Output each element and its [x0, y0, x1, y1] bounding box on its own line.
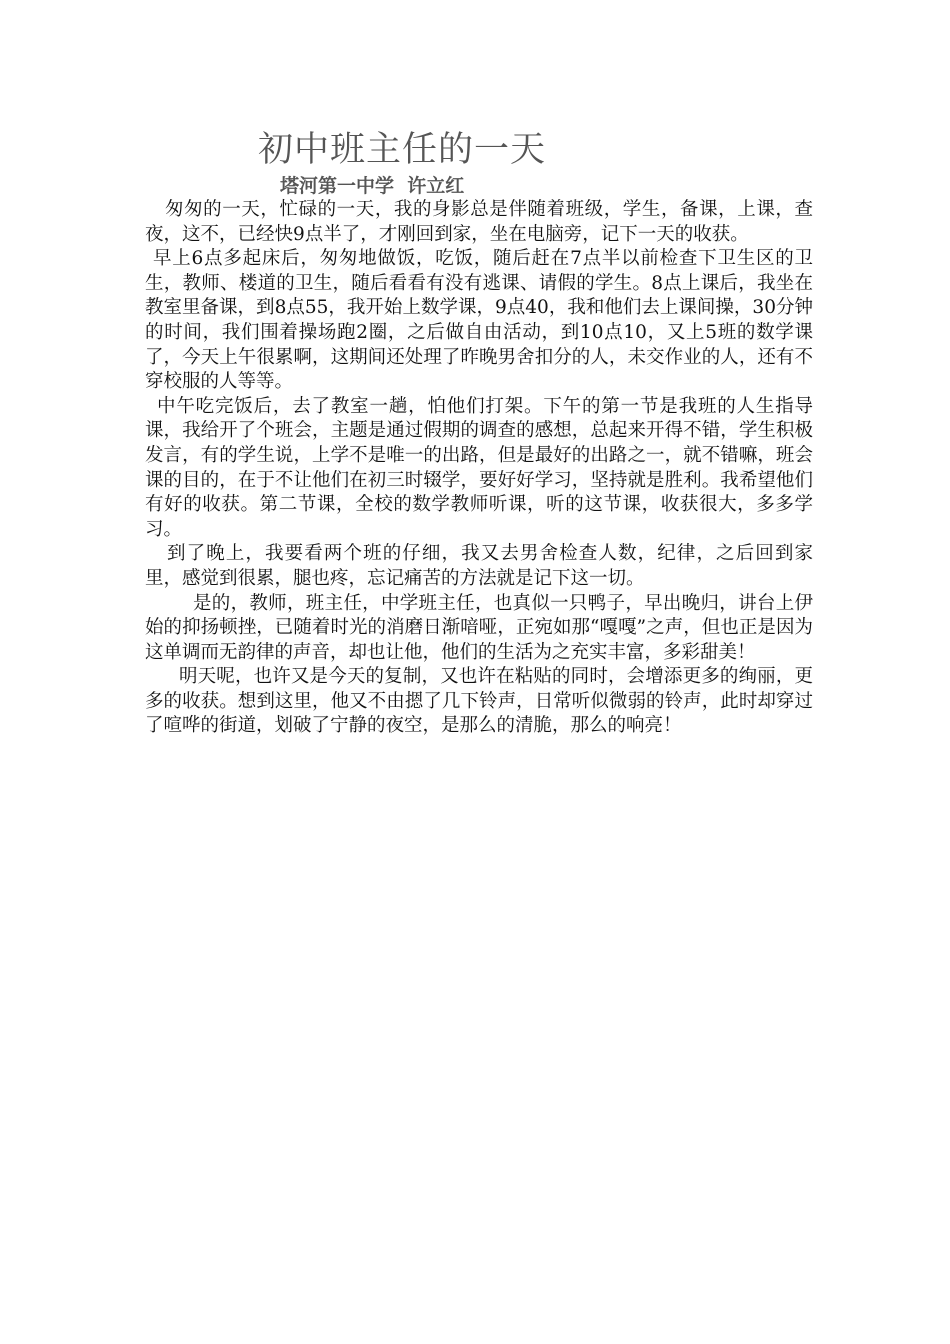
document-title: 初中班主任的一天 [258, 130, 547, 170]
paragraph-6: 明天呢，也许又是今天的复制，又也许在粘贴的同时，会增添更多的绚丽，更多的收获。想到这里，他又不由摁了几下铃声，日常听似微弱的铃声，此时却穿过了喧哗的街道，划破了宁静的夜空，是那么的清脆，那么的响亮！ [145, 666, 813, 737]
paragraph-2: 早上6点多起床后，匆匆地做饭，吃饭，随后赶在7点半以前检查下卫生区的卫生，教师、楼道的卫生，随后看看有没有逃课、请假的学生。8点上课后，我坐在教室里备课，到8点55，我开始上数学课，9点40，我和他们去上课间操，30分钟的时间，我们围着操场跑2圈，之后做自由活动，到10点10，又上5班的数学课了，今天上午很累啊，这期间还处理了昨晚男舍扣分的人，未交作业的人，还有不穿校服的人等等。 [145, 248, 813, 393]
paragraph-5: 是的，教师，班主任，中学班主任，也真似一只鸭子，早出晚归，讲台上伊始的抑扬顿挫，已随着时光的消磨日渐喑哑，正宛如那“嘎嘎”之声，但也正是因为这单调而无韵律的声音，却也让他，他们的生活为之充实丰富，多彩甜美！ [145, 592, 813, 663]
author-line: 塔河第一中学 许立红 [280, 175, 465, 197]
paragraph-3: 中午吃完饭后，去了教室一趟，怕他们打架。下午的第一节是我班的人生指导课，我给开了个班会，主题是通过假期的调查的感想，总起来开得不错，学生积极发言，有的学生说，上学不是唯一的出路，但是最好的出路之一，就不错嘛，班会课的目的，在于不让他们在初三时辍学，要好好学习，坚持就是胜利。我希望他们有好的收获。第二节课，全校的数学教师听课，听的这节课，收获很大，多多学习。 [145, 395, 813, 540]
document-body [145, 198, 813, 739]
paragraph-4: 到了晚上，我要看两个班的仔细，我又去男舍检查人数，纪律，之后回到家里，感觉到很累，腿也疼，忘记痛苦的方法就是记下这一切。 [145, 543, 813, 589]
paragraph-1: 匆匆的一天，忙碌的一天，我的身影总是伴随着班级，学生，备课，上课，查夜，这不，已经快9点半了，才刚回到家，坐在电脑旁，记下一天的收获。 [145, 199, 813, 245]
